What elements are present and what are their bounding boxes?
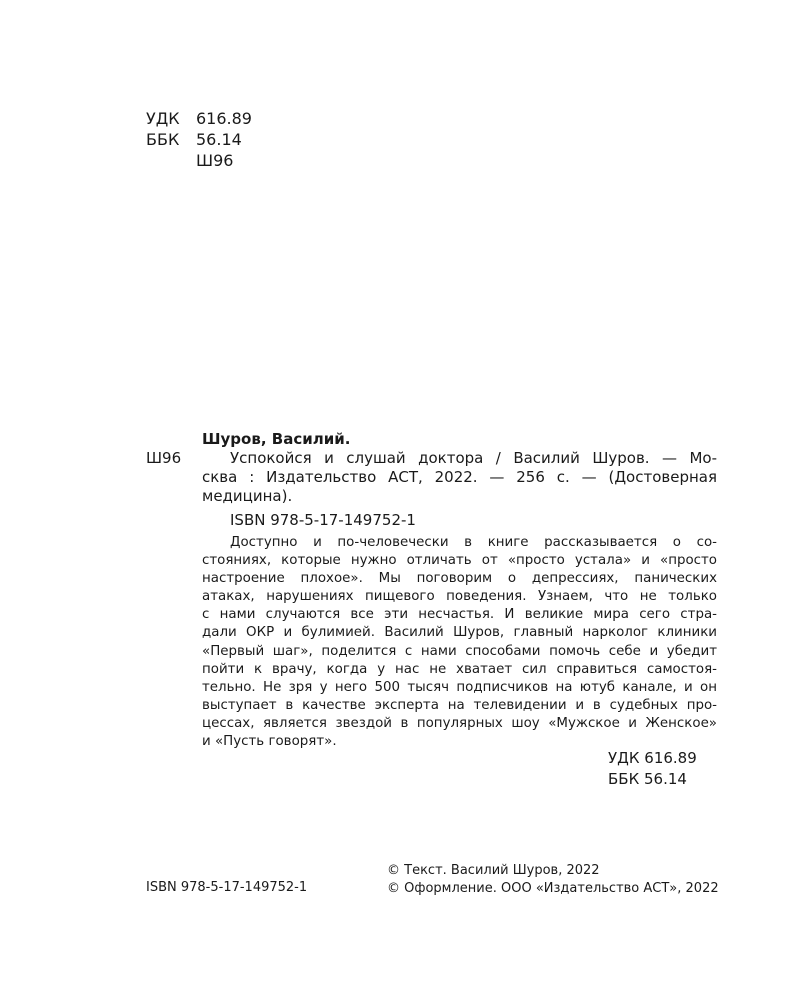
bbk-bottom: ББК 56.14 (608, 770, 687, 788)
annotation-line: настроение плохое». Мы поговорим о депрессиях, панических (202, 571, 717, 587)
udk-bottom: УДК 616.89 (608, 749, 697, 767)
isbn-entry: ISBN 978-5-17-149752-1 (230, 511, 416, 529)
annotation-line: цессах, является звездой в популярных шоу «Мужское и Женское» (202, 715, 717, 731)
biblio-line-2: сква : Издательство АСТ, 2022. — 256 с. — (Достоверная (202, 468, 717, 486)
annotation-line: пойти к врачу, когда у нас не хватает сил справиться самостоя- (202, 661, 717, 677)
udk-value: 616.89 (196, 109, 252, 128)
author-mark: Ш96 (196, 151, 234, 170)
annotation-line: выступает в качестве эксперта на телевидении и в судебных про- (202, 697, 717, 713)
biblio-line-3: медицина). (202, 487, 293, 505)
bbk-label: ББК (146, 130, 180, 149)
annotation-line: с нами случаются все эти несчастья. И великие мира сего стра- (202, 607, 717, 623)
annotation-line: атаках, нарушениях пищевого поведения. Узнаем, что не только (202, 589, 717, 605)
classification-bottom (608, 748, 697, 790)
annotation-line: тельно. Не зря у него 500 тысяч подписчиков на ютуб канале, и он (202, 679, 717, 695)
annotation-line: и «Пусть говорят». (202, 734, 337, 750)
udk-row (146, 108, 252, 129)
annotation (202, 534, 717, 751)
annotation-line: Доступно и по-человечески в книге рассказывается о со- (230, 535, 717, 550)
biblio-line-1: Успокойся и слушай доктора / Василий Шуров. — Мо- (230, 449, 717, 467)
isbn-footer: ISBN 978-5-17-149752-1 (146, 880, 308, 895)
udk-label: УДК (146, 109, 180, 128)
classification-block (146, 108, 252, 171)
annotation-line: дали ОКР и булимией. Василий Шуров, главный нарколог клиники (202, 625, 717, 641)
author-code: Ш96 (146, 449, 182, 467)
author-heading: Шуров, Василий. (202, 430, 351, 448)
author-mark-row (146, 150, 252, 171)
bbk-value: 56.14 (196, 130, 242, 149)
bbk-row (146, 129, 252, 150)
copyright-design: © Оформление. ООО «Издательство АСТ», 2022 (387, 881, 719, 896)
bibliographic-description (202, 449, 717, 506)
copyright-text: © Текст. Василий Шуров, 2022 (387, 863, 600, 878)
copyright-block (387, 862, 719, 898)
annotation-line: стояниях, которые нужно отличать от «просто устала» и «просто (202, 553, 717, 569)
annotation-line: «Первый шаг», поделится с нами способами помочь себе и убедит (202, 643, 717, 659)
